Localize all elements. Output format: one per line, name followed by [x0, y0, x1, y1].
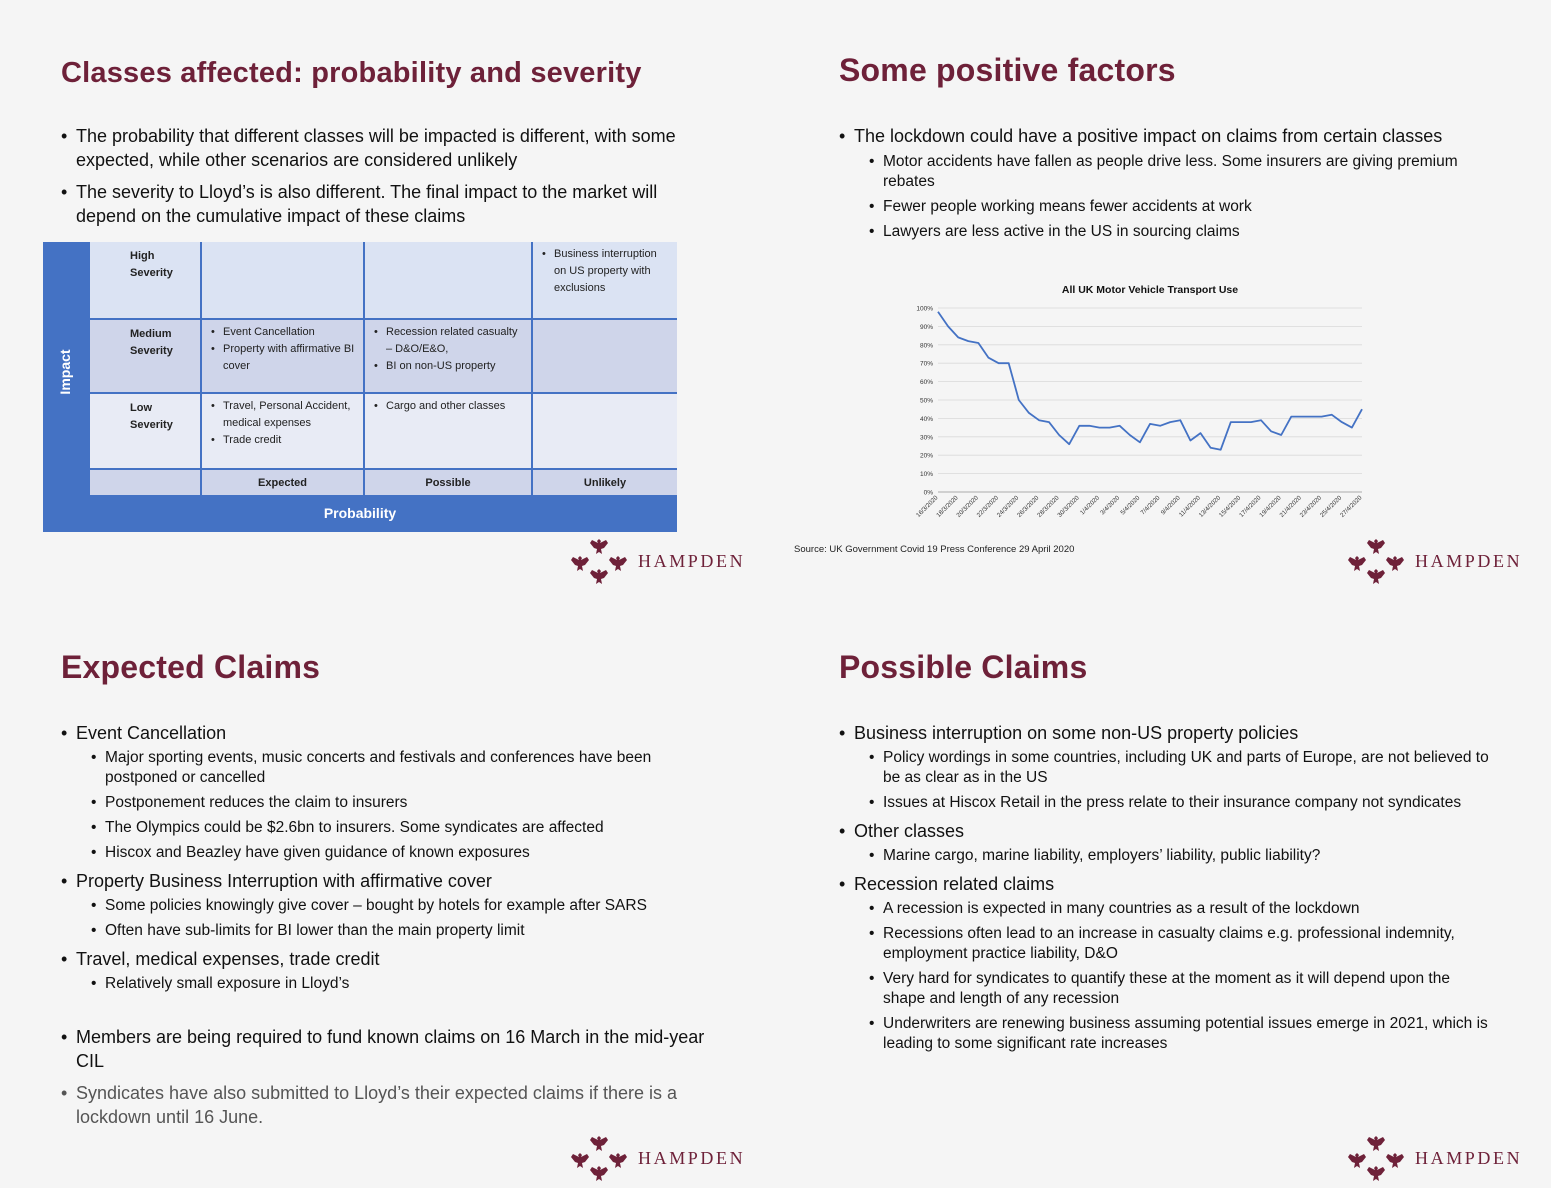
matrix-y-label: Impact [57, 349, 73, 395]
eagle-bottom [1367, 569, 1385, 584]
x-tick-label: 27/4/2020 [1338, 494, 1364, 519]
bullet: • Recession related claims [839, 872, 1489, 896]
eagle-right [609, 1153, 627, 1168]
cell-medium-unlikely [533, 320, 677, 392]
bullet: • The lockdown could have a positive impact on claims from certain classes [839, 124, 1489, 148]
bullet-list [61, 721, 721, 1129]
row-header-medium: Medium Severity [90, 320, 200, 392]
y-tick-label: 0% [923, 489, 933, 497]
hampden-logo [568, 1133, 768, 1185]
eagle-crest-icon [1345, 536, 1407, 588]
bullet: • Property Business Interruption with affirmative cover [61, 869, 721, 893]
cell-item: • Event Cancellation [208, 324, 357, 341]
cell-item: • Cargo and other classes [371, 398, 525, 415]
cell-low-possible [365, 394, 531, 468]
eagle-crest-icon [1345, 1133, 1407, 1185]
x-tick-label: 16/3/2020 [914, 494, 940, 519]
y-tick-label: 60% [919, 379, 933, 387]
corner-cell [90, 470, 200, 495]
hampden-logo [568, 536, 768, 588]
cell-high-expected [202, 242, 363, 318]
series-line [938, 312, 1362, 450]
x-tick-label: 30/3/2020 [1056, 494, 1081, 519]
bullet: • The severity to Lloyd’s is also different. The final impact to the market will depend on the cumulative impact of these claims [61, 180, 721, 228]
x-tick-label: 11/4/2020 [1177, 494, 1202, 519]
sub-bullet: • Hiscox and Beazley have given guidance of known exposures [61, 843, 721, 863]
cell-item: • Trade credit [208, 432, 357, 449]
eagle-crest-icon [568, 1133, 630, 1185]
cell-medium-possible [365, 320, 531, 392]
sub-bullet: • Underwriters are renewing business assuming potential issues emerge in 2021, which is leading to some significant rate increases [839, 1014, 1489, 1054]
cell-high-possible [365, 242, 531, 318]
x-tick-label: 9/4/2020 [1159, 494, 1182, 517]
y-tick-label: 20% [919, 452, 933, 460]
y-tick-label: 90% [919, 323, 933, 331]
eagle-bottom [1367, 1166, 1385, 1181]
sub-bullet: • Often have sub-limits for BI lower than the main property limit [61, 921, 721, 941]
eagle-right [609, 556, 627, 571]
cell-item: • Travel, Personal Accident, medical expenses [208, 398, 357, 432]
bullet: • Other classes [839, 819, 1489, 843]
bullet: • Event Cancellation [61, 721, 721, 745]
bullet: • Business interruption on some non-US property policies [839, 721, 1489, 745]
cell-low-expected [202, 394, 363, 468]
bullet: • The probability that different classes will be impacted is different, with some expected, while other scenarios are considered unlikely [61, 124, 721, 172]
sub-bullet: • The Olympics could be $2.6bn to insurers. Some syndicates are affected [61, 818, 721, 838]
logo-wordmark: HAMPDEN [1415, 1148, 1523, 1168]
y-tick-label: 80% [919, 342, 933, 350]
chart-title: All UK Motor Vehicle Transport Use [1061, 284, 1239, 296]
cell-item: • Business interruption on US property with exclusions [539, 246, 671, 297]
eagle-top [590, 1136, 608, 1151]
y-tick-label: 50% [919, 397, 933, 405]
cell-low-unlikely [533, 394, 677, 468]
sub-bullet: • Fewer people working means fewer accidents at work [839, 197, 1489, 217]
sub-bullet: • Major sporting events, music concerts and festivals and conferences have been postponed or cancelled [61, 748, 721, 788]
x-tick-label: 7/4/2020 [1139, 494, 1162, 517]
hampden-logo [1345, 536, 1545, 588]
logo-wordmark: HAMPDEN [1415, 551, 1523, 571]
chart-source: Source: UK Government Covid 19 Press Conference 29 April 2020 [794, 544, 1075, 555]
slide-title: Expected Claims [61, 649, 321, 685]
sub-bullet: • Recessions often lead to an increase in casualty claims e.g. professional indemnity, employment practice liability, D&O [839, 924, 1489, 964]
bullet-list [61, 124, 721, 228]
eagle-top [1367, 1136, 1385, 1151]
sub-bullet: • Policy wordings in some countries, including UK and parts of Europe, are not believed to be as clear as in the US [839, 748, 1489, 788]
sub-bullet: • Lawyers are less active in the US in sourcing claims [839, 222, 1489, 242]
x-tick-label: 21/4/2020 [1278, 494, 1303, 519]
sub-bullet: • Very hard for syndicates to quantify these at the moment as it will depend upon the shape and length of any recession [839, 969, 1489, 1009]
sub-bullet: • Issues at Hiscox Retail in the press relate to their insurance company not syndicates [839, 793, 1489, 813]
sub-bullet: • Some policies knowingly give cover – bought by hotels for example after SARS [61, 896, 721, 916]
logo-wordmark: HAMPDEN [638, 1148, 746, 1168]
row-header-high: High Severity [90, 242, 200, 318]
eagle-top [1367, 539, 1385, 554]
cell-high-unlikely [533, 242, 677, 318]
slide-positive-factors [776, 0, 1551, 594]
x-tick-label: 13/4/2020 [1197, 494, 1223, 519]
y-tick-label: 10% [919, 471, 933, 479]
col-header-expected: Expected [202, 470, 363, 495]
x-tick-label: 18/3/2020 [935, 494, 960, 519]
col-header-unlikely: Unlikely [533, 470, 677, 495]
x-tick-label: 1/4/2020 [1078, 494, 1101, 517]
x-tick-label: 25/4/2020 [1318, 494, 1344, 519]
eagle-left [571, 556, 589, 571]
sub-bullet: • Relatively small exposure in Lloyd’s [61, 974, 721, 994]
eagle-left [571, 1153, 589, 1168]
x-tick-label: 24/3/2020 [995, 494, 1021, 519]
slide-possible-claims [776, 597, 1551, 1188]
col-header-possible: Possible [365, 470, 531, 495]
y-tick-label: 70% [919, 360, 933, 368]
sub-bullet: • Motor accidents have fallen as people drive less. Some insurers are giving premium rebates [839, 152, 1489, 192]
x-tick-label: 28/3/2020 [1036, 494, 1061, 519]
row-header-low: Low Severity [90, 394, 200, 468]
y-tick-label: 40% [919, 415, 933, 423]
sub-bullet: • Marine cargo, marine liability, employers’ liability, public liability? [839, 846, 1489, 866]
cell-medium-expected [202, 320, 363, 392]
eagle-left [1348, 1153, 1366, 1168]
eagle-left [1348, 556, 1366, 571]
cell-item: • BI on non-US property [371, 358, 525, 375]
motor-vehicle-line-chart [896, 280, 1376, 530]
bullet-list [839, 124, 1489, 242]
slide-title: Some positive factors [839, 52, 1176, 88]
hampden-logo [1345, 1133, 1545, 1185]
y-tick-label: 30% [919, 434, 933, 442]
eagle-crest-icon [568, 536, 630, 588]
slide-expected-claims [0, 597, 775, 1188]
bullet: • Members are being required to fund known claims on 16 March in the mid-year CIL [61, 1025, 721, 1073]
x-tick-label: 3/4/2020 [1099, 494, 1122, 517]
slide-classes-affected [0, 0, 775, 594]
bullet-list [839, 721, 1489, 1054]
eagle-top [590, 539, 608, 554]
eagle-right [1386, 1153, 1404, 1168]
risk-matrix [43, 242, 677, 532]
bullet: • Travel, medical expenses, trade credit [61, 947, 721, 971]
x-tick-label: 17/4/2020 [1238, 494, 1263, 519]
slide-title: Possible Claims [839, 649, 1088, 685]
matrix-grid [90, 242, 677, 495]
eagle-right [1386, 556, 1404, 571]
matrix-x-label: Probability [323, 505, 397, 521]
x-tick-label: 19/4/2020 [1258, 494, 1283, 519]
eagle-bottom [590, 569, 608, 584]
x-tick-label: 5/4/2020 [1119, 494, 1142, 517]
slide-title: Classes affected: probability and severity [61, 57, 642, 89]
cell-item: • Recession related casualty – D&O/E&O, [371, 324, 525, 358]
x-tick-label: 26/3/2020 [1015, 494, 1041, 519]
sub-bullet: • Postponement reduces the claim to insurers [61, 793, 721, 813]
x-tick-label: 15/4/2020 [1217, 494, 1243, 519]
x-tick-label: 20/3/2020 [955, 494, 980, 519]
logo-wordmark: HAMPDEN [638, 551, 746, 571]
bullet: • Syndicates have also submitted to Lloyd’s their expected claims if there is a lockdown until 16 June. [61, 1081, 721, 1129]
x-tick-label: 22/3/2020 [975, 494, 1000, 519]
x-tick-label: 23/4/2020 [1298, 494, 1324, 519]
cell-item: • Property with affirmative BI cover [208, 341, 357, 375]
sub-bullet: • A recession is expected in many countries as a result of the lockdown [839, 899, 1489, 919]
y-tick-label: 100% [916, 305, 933, 313]
eagle-bottom [590, 1166, 608, 1181]
